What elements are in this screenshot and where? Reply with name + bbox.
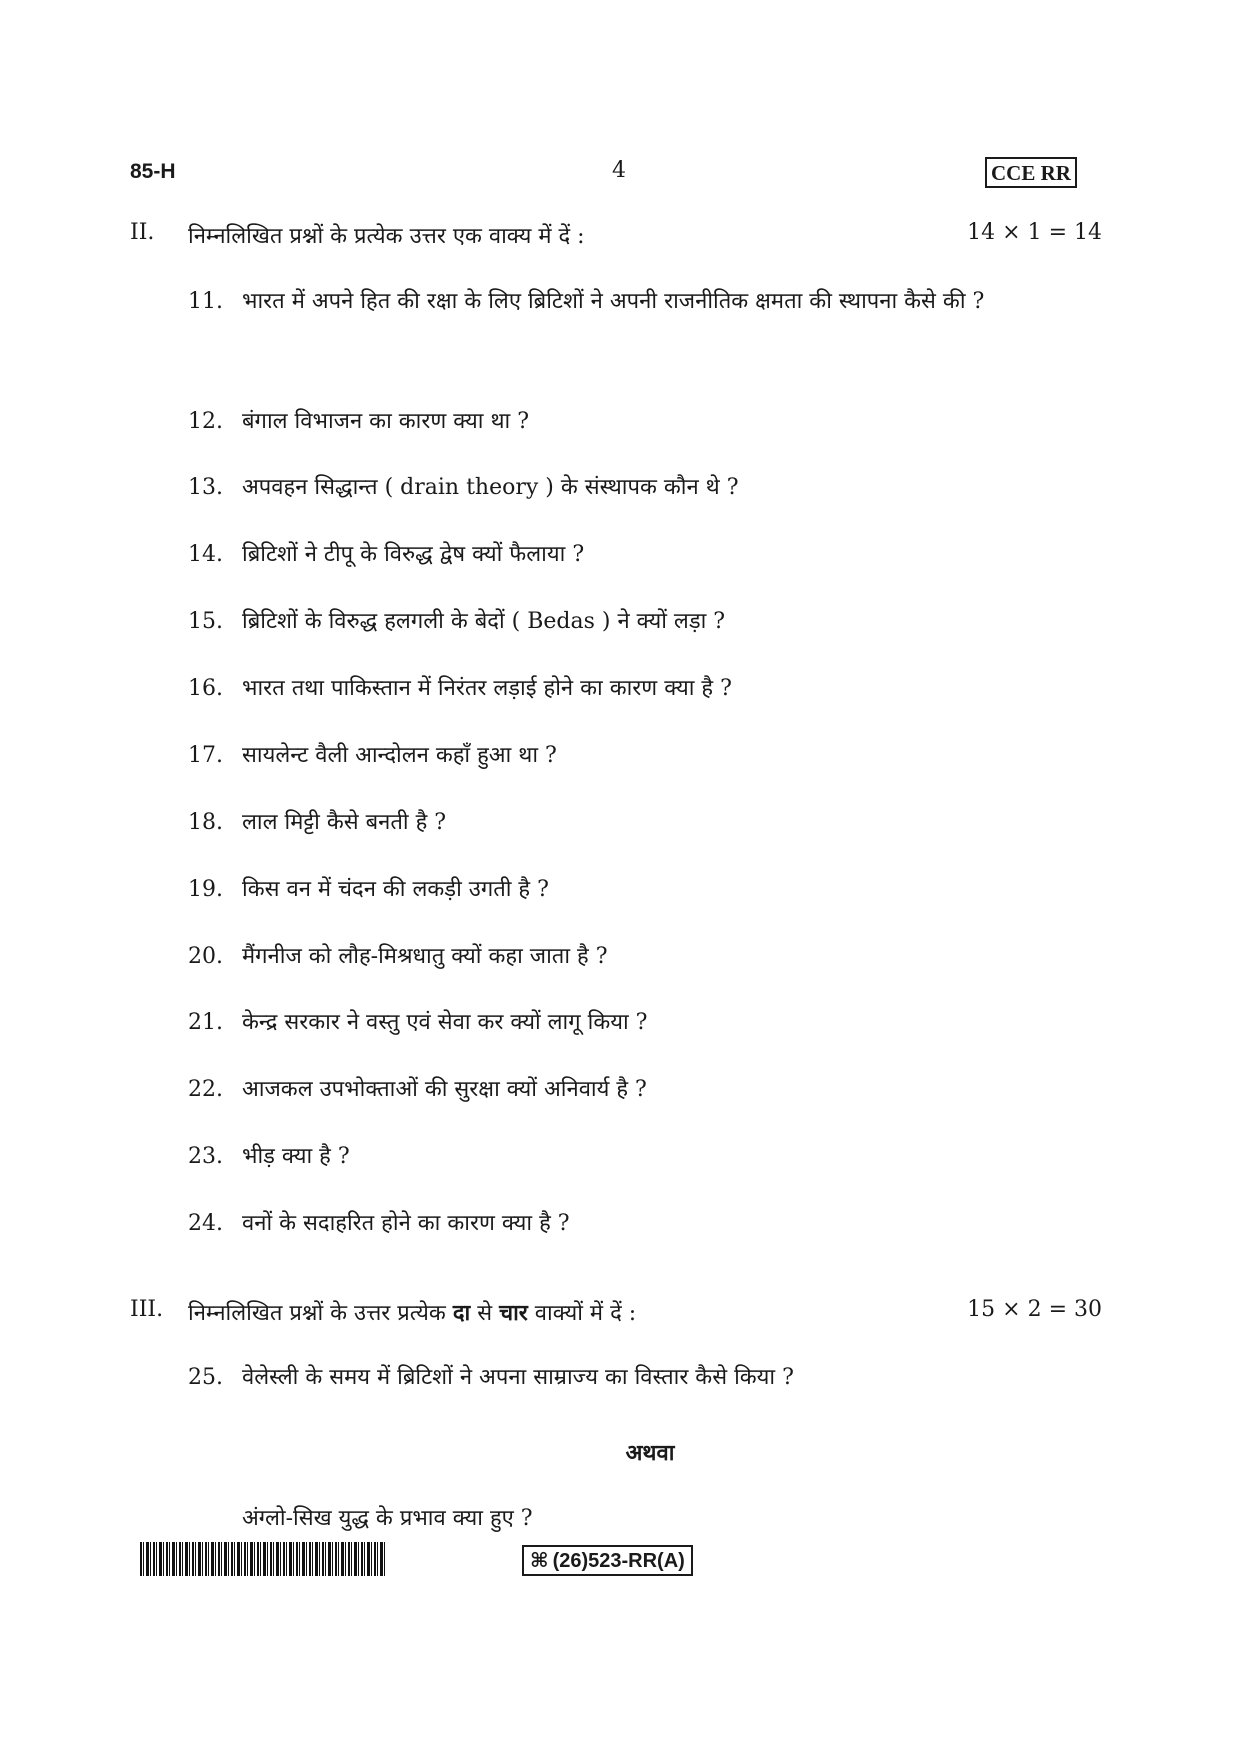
question-16 — [188, 662, 1108, 716]
question-15 — [188, 595, 1108, 649]
question-text: केन्द्र सरकार ने वस्तु एवं सेवा कर क्यों लागू किया ? — [242, 1010, 648, 1035]
question-text: ब्रिटिशों के विरुद्ध हलगली के बेदों ( Bedas ) ने क्यों लड़ा ? — [242, 609, 726, 634]
section-2-instruction: निम्नलिखित प्रश्नों के प्रत्येक उत्तर एक वाक्य में दें : — [188, 224, 585, 249]
question-13 — [188, 461, 1108, 515]
question-number: 20. — [188, 944, 223, 969]
question-20 — [188, 930, 1108, 984]
question-number: 17. — [188, 743, 223, 768]
question-number: 21. — [188, 1010, 223, 1035]
question-text: किस वन में चंदन की लकड़ी उगती है ? — [242, 877, 549, 902]
question-text: मैंगनीज को लौह-मिश्रधातु क्यों कहा जाता है ? — [242, 944, 608, 969]
question-24 — [188, 1197, 1108, 1251]
question-21 — [188, 996, 1108, 1050]
question-12 — [188, 395, 1108, 449]
question-25 — [188, 1351, 1108, 1405]
exam-code-box: CCE RR — [985, 157, 1077, 188]
question-17 — [188, 729, 1108, 783]
question-number: 13. — [188, 475, 223, 500]
page-number: 4 — [612, 158, 626, 183]
question-14 — [188, 528, 1108, 582]
question-text: बंगाल विभाजन का कारण क्या था ? — [242, 409, 530, 434]
or-label: अथवा — [625, 1440, 675, 1466]
question-11 — [188, 275, 1108, 329]
section-3-marks: 15 × 2 = 30 — [967, 1297, 1102, 1322]
barcode — [140, 1542, 386, 1576]
question-text: लाल मिट्टी कैसे बनती है ? — [242, 810, 447, 835]
question-number: 11. — [188, 289, 223, 314]
section-2-marks: 14 × 1 = 14 — [967, 220, 1102, 245]
question-number: 24. — [188, 1211, 223, 1236]
instruction-emphasis-min: दा — [452, 1300, 471, 1326]
question-number: 12. — [188, 409, 223, 434]
question-text: भारत में अपने हित की रक्षा के लिए ब्रिटिशों ने अपनी राजनीतिक क्षमता की स्थापना कैसे की ? — [242, 289, 985, 314]
booklet-code-box — [522, 1545, 693, 1576]
section-2-number: II. — [130, 220, 155, 245]
question-18 — [188, 796, 1108, 850]
question-text: अंग्लो-सिख युद्ध के प्रभाव क्या हुए ? — [242, 1506, 533, 1531]
question-text: वनों के सदाहरित होने का कारण क्या है ? — [242, 1211, 570, 1236]
question-text: अपवहन सिद्धान्त ( drain theory ) के संस्थापक कौन थे ? — [242, 475, 739, 500]
question-text: भारत तथा पाकिस्तान में निरंतर लड़ाई होने का कारण क्या है ? — [242, 676, 732, 701]
question-number: 22. — [188, 1077, 223, 1102]
question-25-alternative — [188, 1492, 1108, 1546]
paper-code: 85-H — [130, 160, 176, 183]
question-number: 15. — [188, 609, 223, 634]
question-22 — [188, 1063, 1108, 1117]
instruction-text: निम्नलिखित प्रश्नों के उत्तर प्रत्येक — [188, 1301, 446, 1326]
instruction-emphasis-max: चार — [499, 1300, 528, 1326]
question-number: 25. — [188, 1365, 223, 1390]
question-23 — [188, 1130, 1108, 1184]
command-symbol-icon: ⌘ — [530, 1550, 549, 1572]
question-number: 23. — [188, 1144, 223, 1169]
instruction-text: से — [477, 1301, 493, 1326]
section-3-number: III. — [130, 1297, 164, 1322]
instruction-text: वाक्यों में दें : — [534, 1301, 637, 1326]
section-3-instruction — [188, 1297, 636, 1327]
question-text: भीड़ क्या है ? — [242, 1144, 350, 1169]
question-19 — [188, 863, 1108, 917]
question-number: 19. — [188, 877, 223, 902]
question-text: वेलेस्ली के समय में ब्रिटिशों ने अपना साम्राज्य का विस्तार कैसे किया ? — [242, 1365, 794, 1390]
question-text: आजकल उपभोक्ताओं की सुरक्षा क्यों अनिवार्य है ? — [242, 1077, 647, 1102]
question-number: 18. — [188, 810, 223, 835]
booklet-code: (26)523-RR(A) — [552, 1550, 685, 1572]
question-text: ब्रिटिशों ने टीपू के विरुद्ध द्वेष क्यों फैलाया ? — [242, 542, 585, 567]
question-number: 14. — [188, 542, 223, 567]
question-text: सायलेन्ट वैली आन्दोलन कहाँ हुआ था ? — [242, 743, 557, 768]
question-number: 16. — [188, 676, 223, 701]
